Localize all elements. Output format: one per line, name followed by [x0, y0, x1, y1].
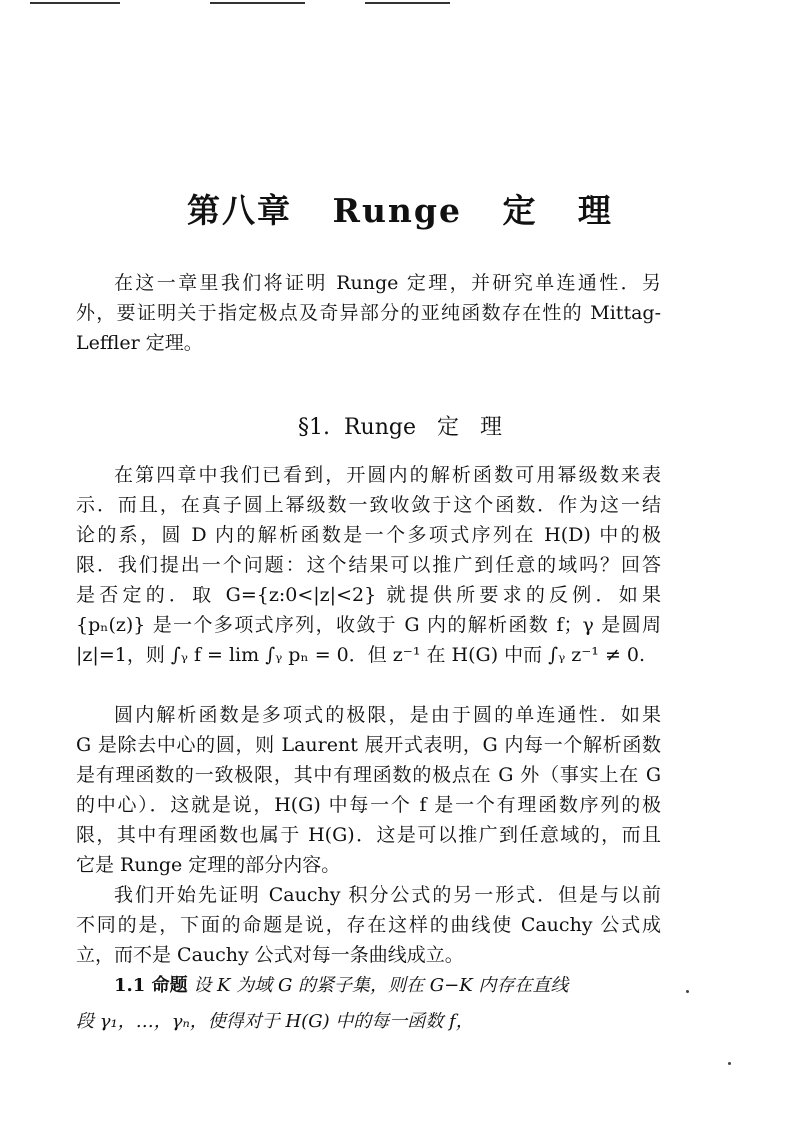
proposition-label: 1.1 命题 [114, 975, 188, 996]
paragraph-line: 立，而不是 Cauchy 公式对每一条曲线成立。 [76, 944, 464, 966]
section-title: §1. Runge 定 理 [298, 415, 502, 440]
intro-line: 在这一章里我们将证明 Runge 定理，并研究单连通性．另 [114, 272, 661, 294]
chapter-title: 第八章 Runge 定 理 [187, 191, 613, 230]
paragraph-line: 是有理函数的一致极限，其中有理函数的极点在 G 外（事实上在 G [76, 764, 661, 786]
paragraph-line: 是否定的．取 G={z:0<|z|<2} 就提供所要求的反例．如果 [76, 584, 661, 606]
paragraph-line: 限，其中有理函数也属于 H(G)．这是可以推广到任意域的，而且 [76, 824, 661, 846]
proposition-line [76, 968, 686, 1004]
paragraph-line: 它是 Runge 定理的部分内容。 [76, 854, 341, 876]
paragraph-line: 我们开始先证明 Cauchy 积分公式的另一形式．但是与以前 [114, 884, 661, 906]
intro-line: Leffler 定理。 [76, 332, 203, 354]
paragraph-1 [76, 460, 661, 670]
scan-speck [686, 990, 689, 993]
proposition-statement: 设 K 为域 G 的紧子集，则在 G−K 内存在直线 [193, 975, 569, 996]
paragraph-line: |z|=1，则 ∫ᵧ f = lim ∫ᵧ pₙ = 0．但 z⁻¹ 在 H(G) 中而 ∫ᵧ z⁻¹ ≠ 0. [76, 644, 646, 666]
intro-line: 外，要证明关于指定极点及奇异部分的亚纯函数存在性的 Mittag- [76, 302, 661, 324]
paragraph-line: {pₙ(z)} 是一个多项式序列，收敛于 G 内的解析函数 f；γ 是圆周 [76, 614, 661, 636]
paragraph-2 [76, 700, 661, 880]
proposition-line-2: 段 γ₁，…，γₙ，使得对于 H(G) 中的每一函数 f， [76, 1011, 474, 1032]
paragraph-line: 限．我们提出一个问题：这个结果可以推广到任意的域吗？回答 [76, 554, 661, 576]
paragraph-line: 论的系，圆 D 内的解析函数是一个多项式序列在 H(D) 中的极 [76, 524, 661, 546]
paragraph-line: 不同的是，下面的命题是说，存在这样的曲线使 Cauchy 公式成 [76, 914, 661, 936]
paragraph-line: 圆内解析函数是多项式的极限，是由于圆的单连通性．如果 [114, 704, 661, 726]
scan-speck [728, 1062, 731, 1065]
proposition-1-1 [76, 968, 686, 1040]
top-rule-middle [210, 2, 305, 4]
paragraph-3 [76, 880, 661, 970]
intro-paragraph [76, 268, 661, 358]
top-rule-right [365, 2, 450, 4]
paragraph-line: G 是除去中心的圆，则 Laurent 展开式表明，G 内每一个解析函数 [76, 734, 661, 756]
top-rule-left [30, 2, 120, 4]
paragraph-line: 在第四章中我们已看到，开圆内的解析函数可用幂级数来表 [114, 464, 661, 486]
paragraph-line: 的中心）．这就是说，H(G) 中每一个 f 是一个有理函数序列的极 [76, 794, 661, 816]
paragraph-line: 示．而且，在真子圆上幂级数一致收敛于这个函数．作为这一结 [76, 494, 661, 516]
